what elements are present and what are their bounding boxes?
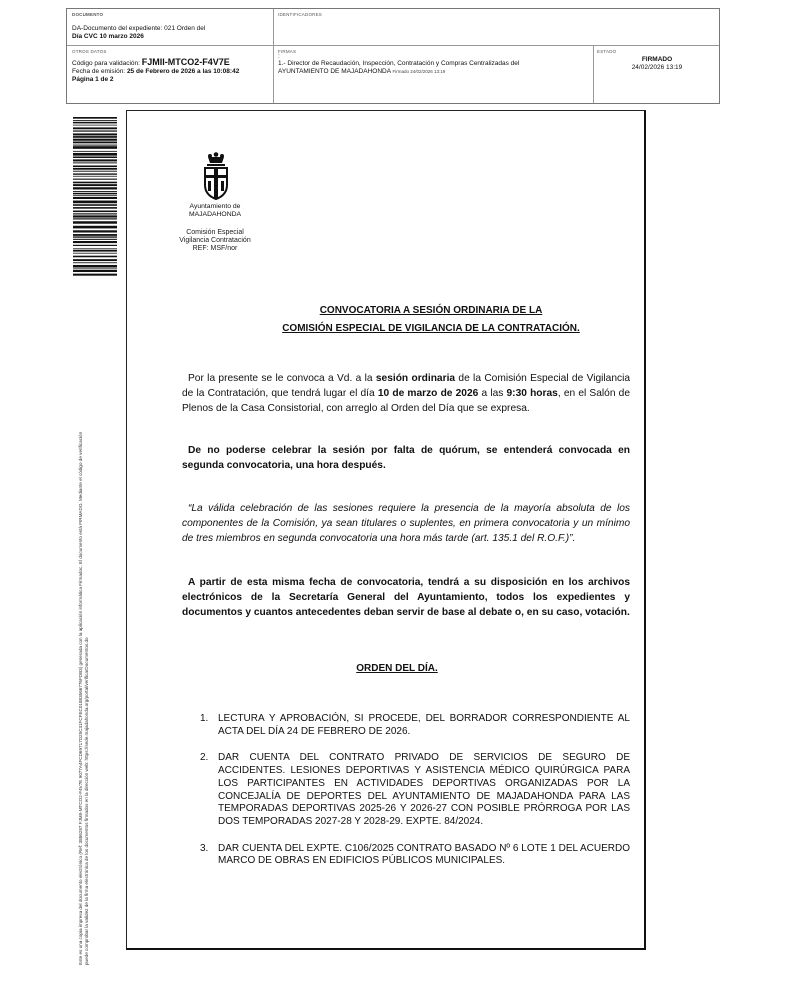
firma-line1: 1.- Director de Recaudación, Inspección, Contratación y Compras Centralizadas del [278, 60, 520, 67]
p1-text-c: de la Comisión Especial de Vigilancia de la Contratación, que tendrá lugar el día [182, 373, 631, 399]
identificadores-cell [278, 12, 578, 17]
otros-datos-label: OTROS DATOS [72, 49, 107, 54]
fecha-value: 25 de Febrero de 2026 a las 10:08:42 [126, 68, 240, 75]
paragraph-archivos: A partir de esta misma fecha de convocatoria, tendrá a su disposición en los archivos electrónicos de la Secretaría General del Ayuntamiento, todos los expedientes y documentos y cuantos antecedentes deban servir de base al debate o, en su caso, votación. [182, 577, 630, 618]
barcode [73, 117, 117, 277]
p1-bold-sesion: sesión ordinaria [375, 373, 456, 384]
estado-label: ESTADO [597, 49, 617, 54]
estado-date: 24/02/2026 13:19 [631, 64, 683, 71]
codigo-label: Código para validación: [72, 60, 140, 67]
list-item [200, 843, 630, 868]
sidebar-line2: puede comprobar la validez de la firma electrónica de los documentos firmados en la dirección web: https://sede.majadahonda.org/portal/verificarDocumentos.do [84, 637, 89, 965]
org-name-line1: Ayuntamiento de [189, 203, 241, 210]
firmas-cell [278, 49, 588, 76]
department [166, 229, 264, 253]
p1-bold-date: 10 de marzo de 2026 [377, 388, 479, 399]
dept-line3: REF: MSF/nor [192, 245, 238, 252]
estado-value: FIRMADO [641, 56, 673, 63]
codigo-value: FJMII-MTCO2-F4V7E [141, 57, 230, 67]
identificadores-label: IDENTIFICADORES [278, 12, 323, 17]
dept-line2: Vigilancia Contratación [179, 237, 251, 244]
title-line1: CONVOCATORIA A SESIÓN ORDINARIA DE LA [319, 305, 543, 316]
firmas-colon: : [278, 53, 280, 60]
otros-datos-cell [72, 49, 272, 84]
coat-of-arms-logo [196, 151, 236, 203]
item-text: DAR CUENTA DEL CONTRATO PRIVADO DE SERVICIOS DE SEGURO DE ACCIDENTES. LESIONES DEPORTIVAS Y ASISTENCIA MÉDICO QUIRÚRGICA PARA LOS PARTICIPANTES EN ACTIVIDADES DEPORTIVAS ORGANIZADAS POR LA CONCEJALÍA DE DEPORTES DEL AYUNTAMIENTO DE MAJADAHONDA PARA LAS TEMPORADAS DEPORTIVAS 2025-26 Y 2026-27 CON POSIBLE PRÓRROGA POR LAS DOS TEMPORADAS 2027-28 Y 2028-29. EXPTE. 84/2024. [218, 752, 630, 827]
p1-text-a: Por la presente se le convoca a Vd. a la [188, 373, 376, 384]
list-item [200, 713, 630, 738]
paragraph-quorum: De no poderse celebrar la sesión por falta de quórum, se entenderá convocada en segunda convocatoria, una hora después. [182, 445, 630, 471]
sidebar-line1: Este es una copia impresa del documento electrónico (Ref: 3886287 FJMII-MTCO2-F4V7E 9077A4FCD69717D25C31FCFEC01883566776FDB3) generada con la aplicación informática Firmadoc. El documento está FIRMADO. Mediante el código de verificación [78, 431, 83, 965]
documento-line2: Día CVC 10 marzo 2026 [72, 33, 144, 40]
item-number: 2. [200, 752, 209, 764]
title-line2: COMISIÓN ESPECIAL DE VIGILANCIA DE LA CONTRATACIÓN. [282, 323, 580, 334]
p1-text-g: , en el Salón de Plenos de la Casa Consistorial, con arreglo al Orden del Día que se expresa. [182, 388, 630, 414]
paragraph-convocatoria [182, 371, 630, 416]
fecha-label: Fecha de emisión: [72, 68, 126, 75]
p1-bold-time: 9:30 horas [506, 388, 558, 399]
item-text: DAR CUENTA DEL EXPTE. C106/2025 CONTRATO BASADO Nº 6 LOTE 1 DEL ACUERDO MARCO DE OBRAS EN EDIFICIOS PÚBLICOS MUNICIPALES. [218, 842, 630, 867]
org-name [170, 203, 260, 219]
orden-del-dia-list [200, 713, 630, 882]
list-item [200, 752, 630, 828]
documento-cell [72, 12, 272, 41]
documento-line1: DA-Documento del expediente: 021 Orden del [72, 25, 206, 32]
documento-label: DOCUMENTO [72, 12, 104, 17]
firma-line2: AYUNTAMIENTO DE MAJADAHONDA [278, 68, 391, 75]
estado-cell [597, 49, 717, 72]
paragraph-rof-quote: “La válida celebración de las sesiones requiere la presencia de la mayoría absoluta de los componentes de la Comisión, ya sean titulares o suplentes, en primera convocatoria y un mínimo de tres miembros en segunda convocatoria una hora más tarde (art. 135.1 del R.O.F.)”. [182, 503, 630, 544]
document-header [66, 8, 720, 104]
verification-sidebar [78, 285, 88, 965]
pagina: Página 1 de 2 [72, 76, 114, 83]
item-number: 3. [200, 842, 209, 854]
item-text: LECTURA Y APROBACIÓN, SI PROCEDE, DEL BORRADOR CORRESPONDIENTE AL ACTA DEL DÍA 24 DE FEBRERO DE 2026. [218, 713, 630, 737]
p1-text-e: a las [478, 388, 507, 399]
dept-line1: Comisión Especial [186, 229, 244, 236]
item-number: 1. [200, 713, 209, 724]
org-name-line2: MAJADAHONDA [188, 211, 242, 218]
orden-del-dia-title: ORDEN DEL DÍA. [356, 663, 438, 674]
firmas-label: FIRMAS [278, 49, 297, 54]
firma-date: Firmado 24/02/2026 13:19 [392, 69, 446, 74]
